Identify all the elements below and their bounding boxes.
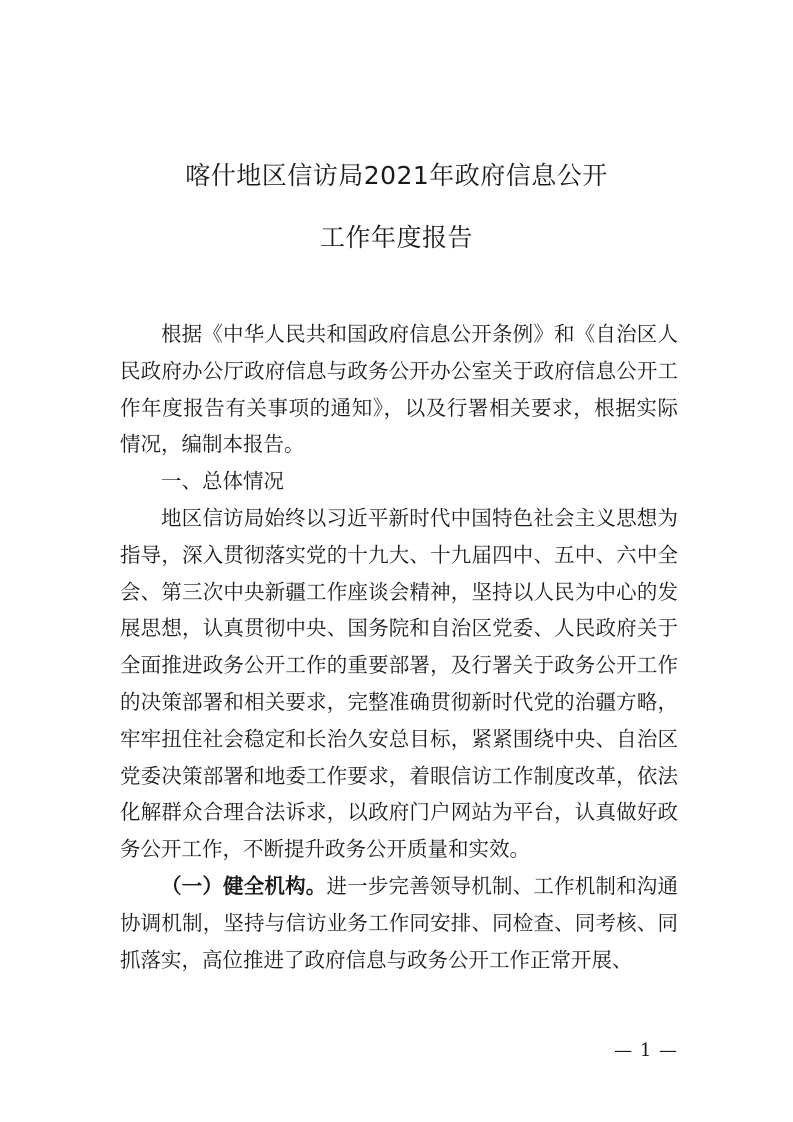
institution-paragraph <box>120 868 678 978</box>
document-body <box>120 316 678 978</box>
intro-paragraph: 根据《中华人民共和国政府信息公开条例》和《自治区人民政府办公厅政府信息与政务公开办公室关于政府信息公开工作年度报告有关事项的通知》，以及行署相关要求，根据实际情况，编制本报告。 <box>120 322 678 457</box>
page-number: — 1 — <box>614 1040 678 1061</box>
overview-paragraph: 地区信访局始终以习近平新时代中国特色社会主义思想为指导，深入贯彻落实党的十九大、十九届四中、五中、六中全会、第三次中央新疆工作座谈会精神，坚持以人民为中心的发展思想，认真贯彻中央、国务院和自治区党委、人民政府关于全面推进政务公开工作的重要部署，及行署关于政务公开工作的决策部署和相关要求，完整准确贯彻新时代党的治疆方略，牢牢扭住社会稳定和长治久安总目标，紧紧围绕中央、自治区党委决策部署和地委工作要求，着眼信访工作制度改革，依法化解群众合理合法诉求，以政府门户网站为平台，认真做好政务公开工作，不断提升政务公开质量和实效。 <box>120 505 678 862</box>
document-title-line-1: 喀什地区信访局2021年政府信息公开 <box>185 161 608 190</box>
section-heading-overview: 一、总体情况 <box>161 469 284 494</box>
document-title-line-2: 工作年度报告 <box>319 223 473 252</box>
institution-paragraph-lead: （一）健全机构。 <box>161 873 327 898</box>
institution-paragraph-text: 进一步完善领导机制、工作机制和沟通协调机制，坚持与信访业务工作同安排、同检查、同考核、同抓落实，高位推进了政府信息与政务公开工作正常开展、 <box>120 873 678 972</box>
